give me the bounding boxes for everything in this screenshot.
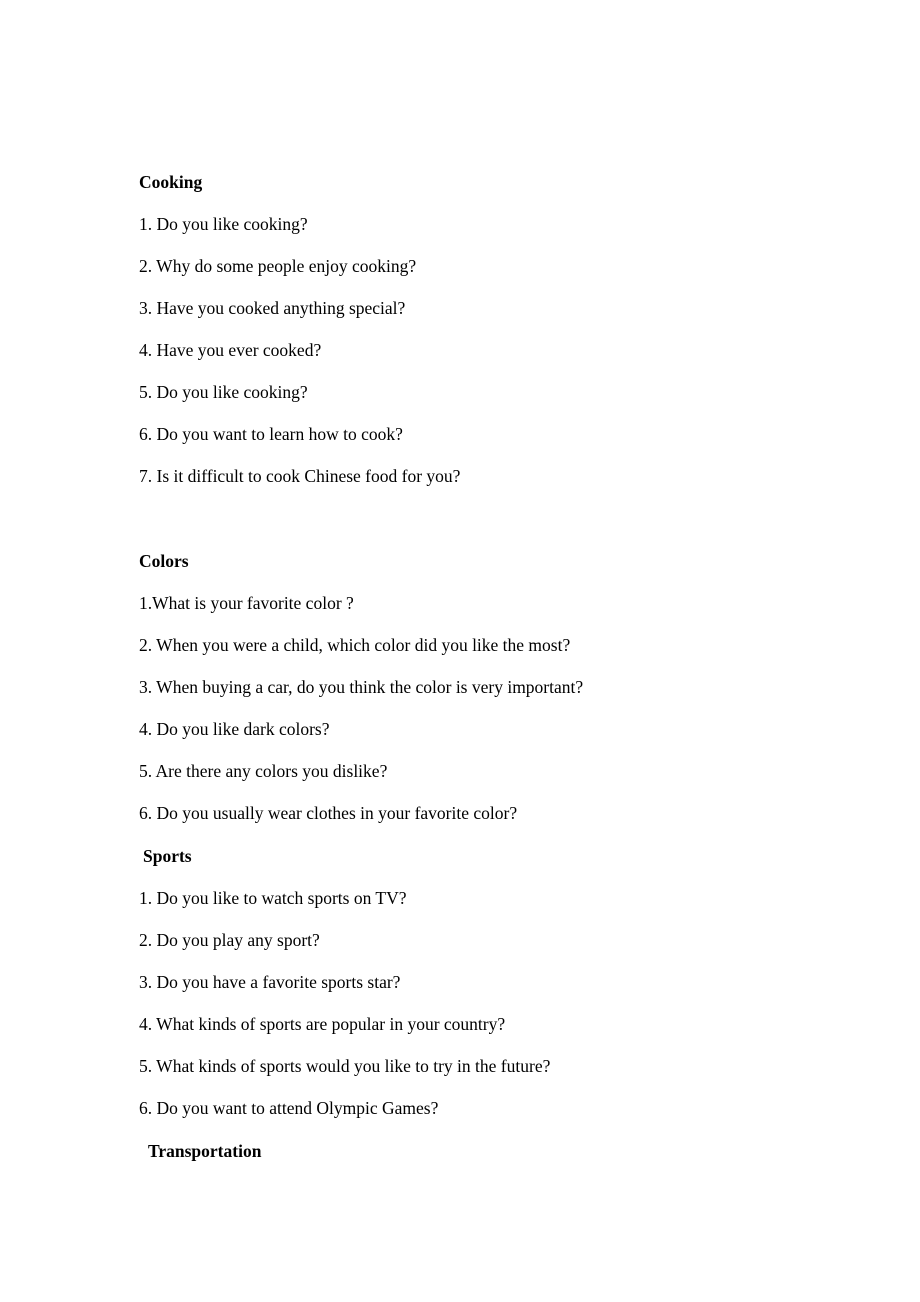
question-item: 3. Have you cooked anything special?: [139, 298, 406, 318]
question-item: 1. Do you like to watch sports on TV?: [139, 888, 407, 908]
question-item: 4. Have you ever cooked?: [139, 340, 322, 360]
question-item: 5. Are there any colors you dislike?: [139, 761, 388, 781]
section-heading-colors: Colors: [139, 551, 189, 571]
question-item: 6. Do you want to learn how to cook?: [139, 424, 403, 444]
question-item: 3. Do you have a favorite sports star?: [139, 972, 401, 992]
question-item: 4. Do you like dark colors?: [139, 719, 330, 739]
section-heading-cooking: Cooking: [139, 172, 203, 192]
question-item: 2. Why do some people enjoy cooking?: [139, 256, 417, 276]
question-item: 2. When you were a child, which color did you like the most?: [139, 635, 571, 655]
question-item: 5. Do you like cooking?: [139, 382, 308, 402]
question-item: 6. Do you usually wear clothes in your favorite color?: [139, 803, 518, 823]
question-item: 1. Do you like cooking?: [139, 214, 308, 234]
section-heading-transportation: Transportation: [148, 1141, 262, 1161]
question-item: 3. When buying a car, do you think the color is very important?: [139, 677, 584, 697]
question-item: 5. What kinds of sports would you like to try in the future?: [139, 1056, 551, 1076]
section-heading-sports: Sports: [143, 846, 192, 866]
question-item: 7. Is it difficult to cook Chinese food for you?: [139, 466, 461, 486]
question-item: 4. What kinds of sports are popular in your country?: [139, 1014, 506, 1034]
question-item: 6. Do you want to attend Olympic Games?: [139, 1098, 439, 1118]
question-item: 2. Do you play any sport?: [139, 930, 320, 950]
question-item: 1.What is your favorite color ?: [139, 593, 354, 613]
